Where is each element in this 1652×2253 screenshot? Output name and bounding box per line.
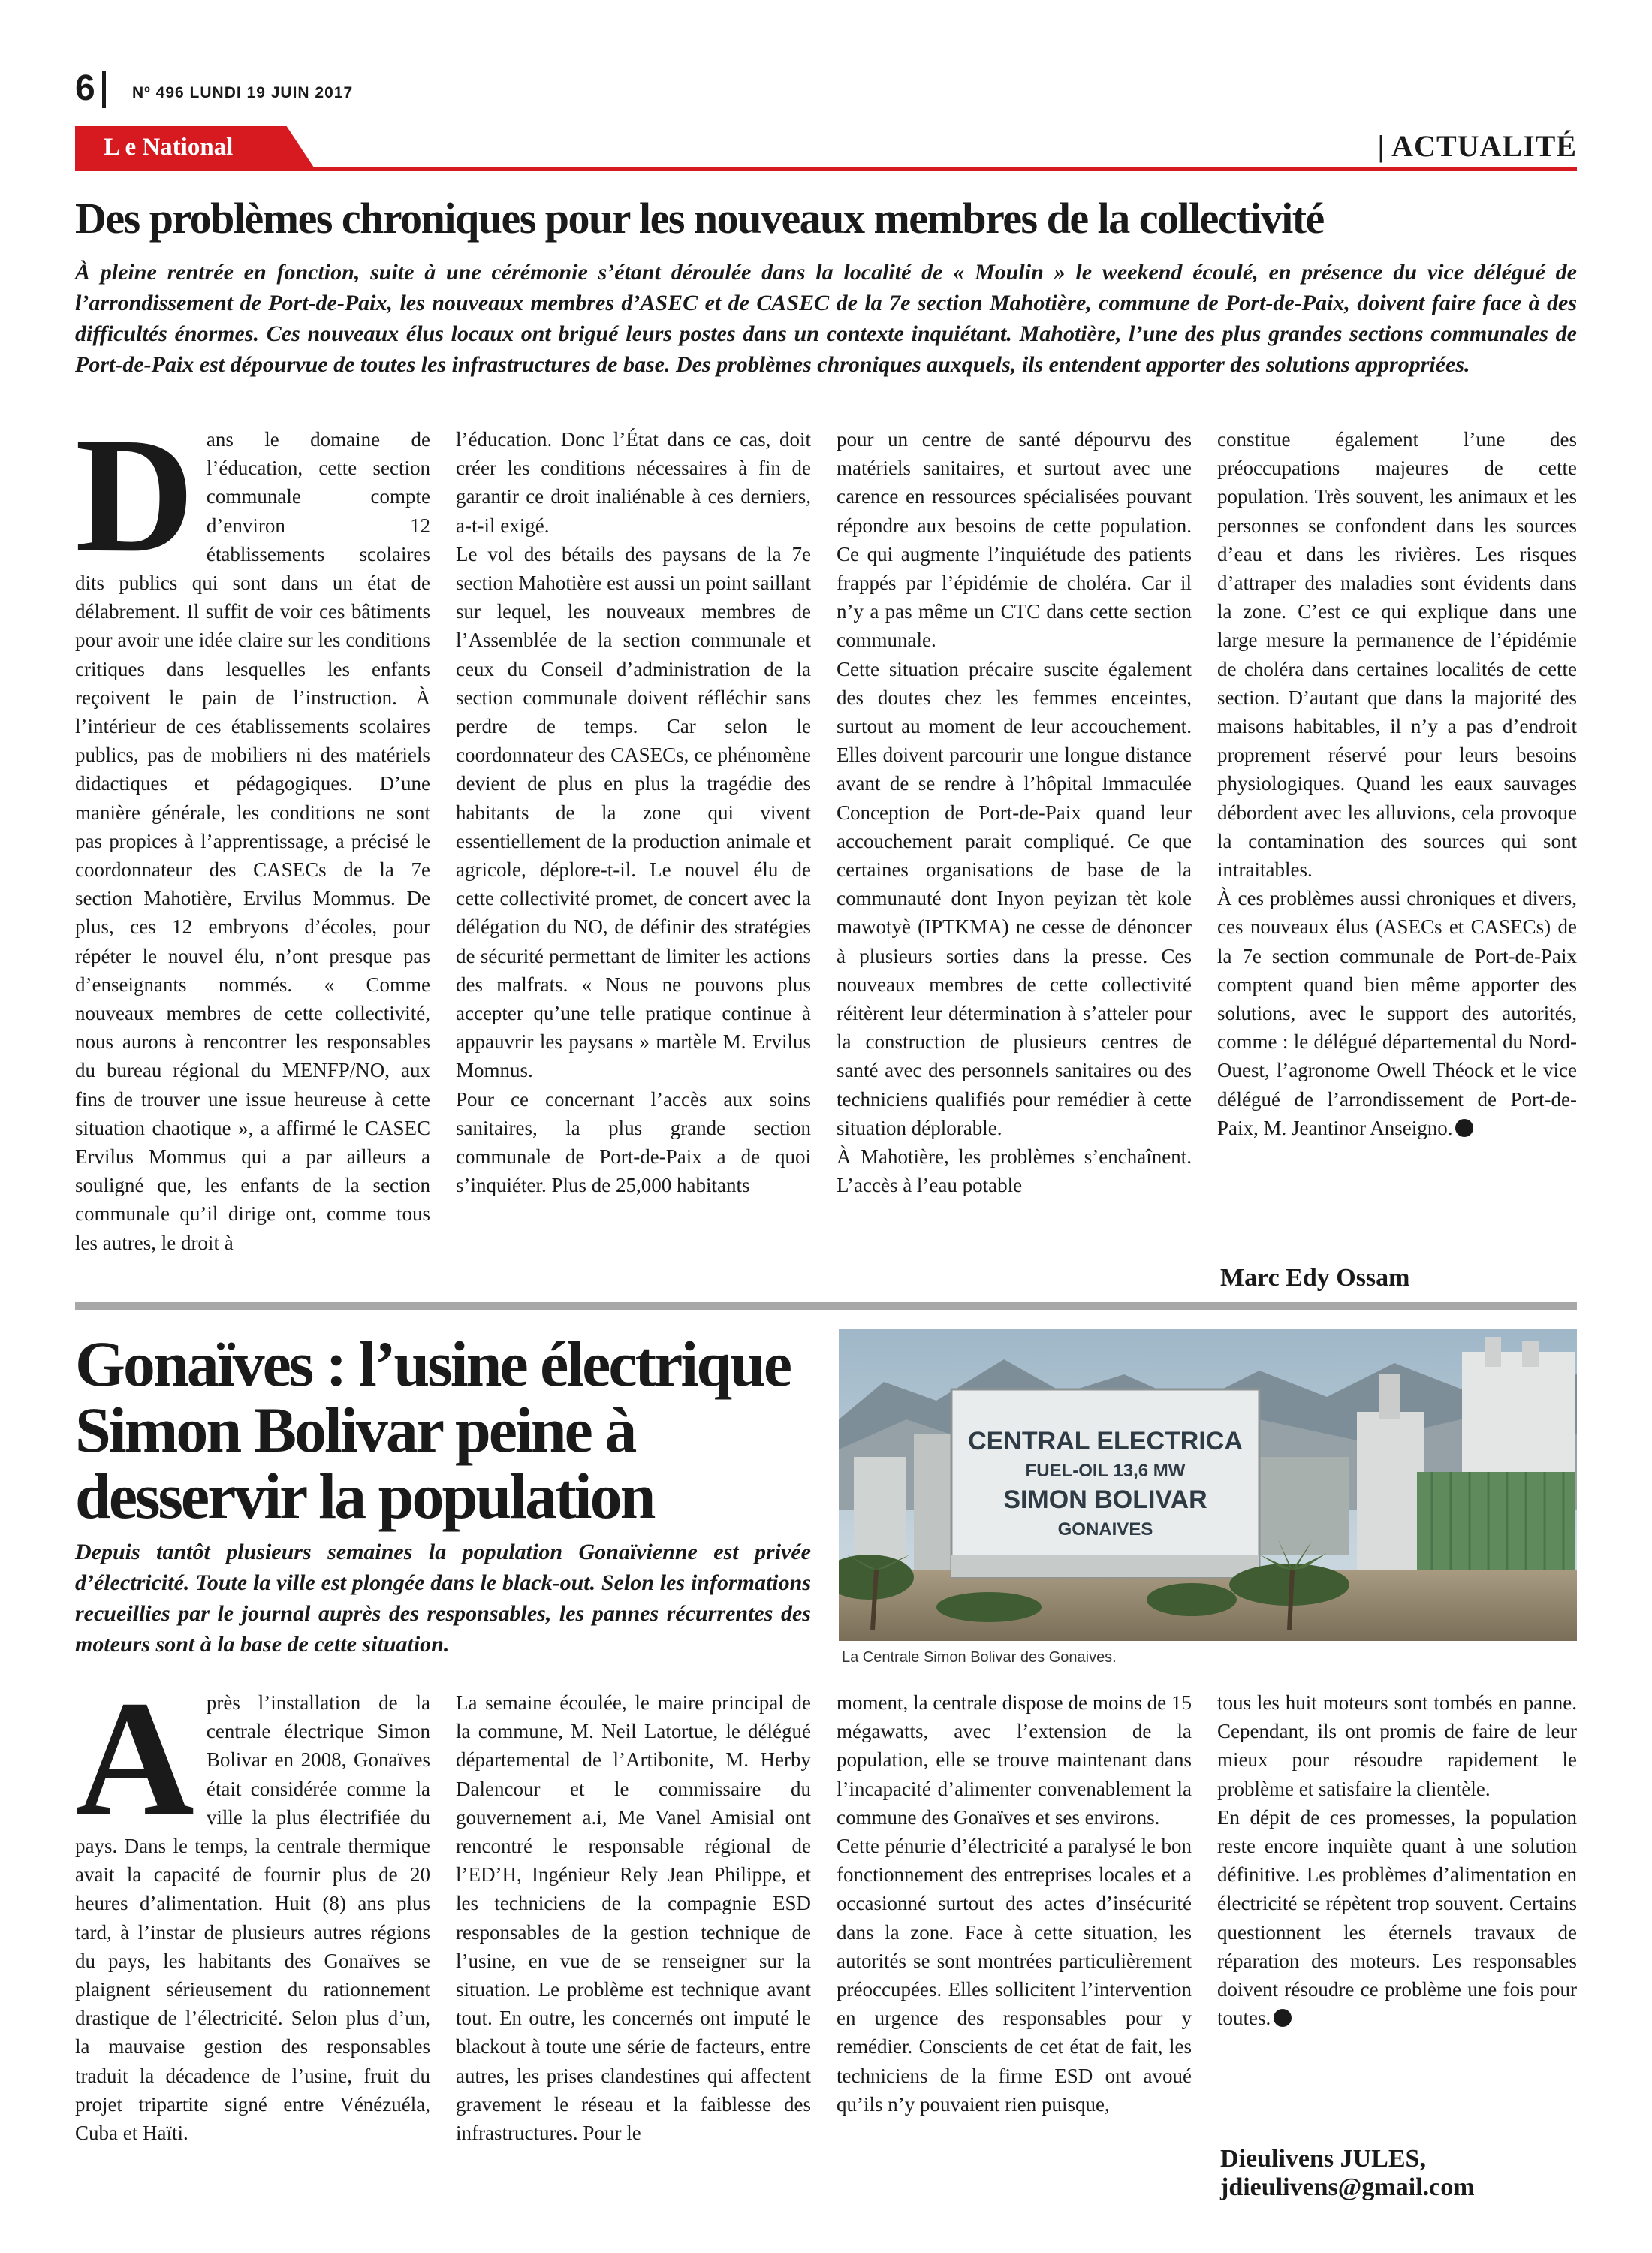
- article2-col3-paragraph: Cette pénurie d’électricité a paralysé le bon fonctionnement des entreprises locales et a occasionné surtout des actes d’insécurité dans la zone. Face à cette situation, les autorités se sont montrées particulièrement préoccupées. Elles sollicitent l’intervention en urgence des responsables pour y remédier. Conscients de cet état de fait, les techniciens de la firme ESD ont avoué qu’ils n’y pouvaient rien puisque,: [837, 1835, 1192, 2116]
- article2-byline: [1220, 2145, 1475, 2202]
- end-of-article-icon: [1274, 2009, 1292, 2027]
- article2-byline-name: Dieulivens JULES,: [1220, 2145, 1426, 2173]
- article2-byline-email: jdieulivens@gmail.com: [1220, 2173, 1475, 2201]
- issue-info: Nº 496 LUNDI 19 JUIN 2017: [132, 84, 354, 101]
- page-number: 6: [75, 68, 95, 108]
- article2-headline-line: Gonaïves : l’usine électrique: [75, 1328, 791, 1400]
- article1-column-3: [837, 425, 1192, 1199]
- article1-dropcap: D: [75, 403, 194, 587]
- article1-col3-paragraph: Cette situation précaire suscite également des doutes chez les femmes enceintes, surtout au moment de leur accouchement. Elles doivent parcourir une longue distance avant de se rendre à l’hôpital Immaculée Conception de Port-de-Paix quand leur accouchement parait compliqué. Ce que certaines organisations de base de la communauté dont Inyon peyizan tèt kole mawotyè (IPTKMA) ne cesse de dénoncer à plusieurs sorties dans la presse. Ces nouveaux membres de cette collectivité réitèrent leur détermination à s’atteler pour la construction de plusieurs centres de santé avec des personnels sanitaires ou des techniciens qualifiés pour remédier à cette situation déplorable.: [837, 657, 1192, 1139]
- article1-col4-paragraph: [1217, 884, 1577, 1142]
- sign-text-line: GONAIVES: [1057, 1519, 1153, 1540]
- article1-column-2: [456, 425, 811, 1199]
- article1-col2-paragraph: l’éducation. Donc l’État dans ce cas, doit créer les conditions nécessaires à fin de garantir ce droit inaliénable à ces derniers, a-t-il exigé.: [456, 428, 811, 537]
- article2-headline: [75, 1328, 826, 1532]
- article2-column-1: [75, 1666, 430, 2147]
- article2-col1-text: près l’installation de la centrale électrique Simon Bolivar en 2008, Gonaïves était considérée comme la ville la plus électrifiée du pays. Dans le temps, la centrale thermique avait la capacité de fournir plus de 20 heures d’alimentation. Huit (8) ans plus tard, à l’instar de plusieurs autres régions du pays, les habitants des Gonaïves se plaignent sérieusement du rationnement drastique de l’électricité. Selon plus d’un, la mauvaise gestion des responsables traduit la décadence de l’usine, fruit du projet tripartite signé entre Vénézuéla, Cuba et Haïti.: [75, 1691, 430, 2145]
- article-divider: [75, 1302, 1577, 1310]
- article2-col3-paragraph: moment, la centrale dispose de moins de 15 mégawatts, avec l’extension de la population, elle se trouve maintenant dans l’incapacité d’alimenter convenablement la commune des Gonaïves et ses environs.: [837, 1691, 1192, 1829]
- article2-col4-text: En dépit de ces promesses, la population reste encore inquiète quant à une solution définitive. Les problèmes d’alimentation en électricité se répètent trop souvent. Certains questionnent les éternels travaux de réparation des moteurs. Les responsables doivent résoudre ce problème une fois pour toutes.: [1217, 1805, 1577, 2030]
- photo-caption: La Centrale Simon Bolivar des Gonaives.: [842, 1649, 1117, 1666]
- article1-col3-paragraph: pour un centre de santé dépourvu des matériels sanitaires, et surtout avec une carence en ressources spécialisées pouvant répondre aux besoins de cette population. Ce qui augmente l’inquiétude des patients frappés par l’épidémie de choléra. Car il n’y a pas même un CTC dans cette section communale.: [837, 428, 1192, 652]
- article1-column-1: [75, 403, 430, 1257]
- article1-col2-paragraph: Le vol des bétails des paysans de la 7e section Mahotière est aussi un point saillant sur lequel, les nouveaux membres de l’Assemblée de la section communale et ceux du Conseil d’administration de la section communale doivent réfléchir sans perdre de temps. Car selon le coordonnateur des CASECs, ce phénomène devient de plus en plus la tragédie des habitants de la zone qui vivent essentiellement de la production animale et agricole, déplore-t-il. Le nouvel élu de cette collectivité promet, de concert avec la délégation du NO, de définir des stratégies de sécurité permettant de limiter les actions des malfrats. « Nous ne pouvons plus accepter qu’une telle pratique continue à appauvrir les paysans » martèle M. Ervilus Momnus.: [456, 542, 811, 1082]
- end-of-article-icon: [1455, 1119, 1473, 1137]
- article1-col4-text: À ces problèmes aussi chroniques et divers, ces nouveaux élus (ASECs et CASECs) de la 7e section communale de Port-de-Paix comptent quand bien même apporter des solutions, avec le support des autorités, comme : le délégué départemental du Nord-Ouest, l’agronome Owell Théock et le vice délégué de l’arrondissement de Port-de-Paix, M. Jeantinor Anseigno.: [1217, 887, 1577, 1139]
- article2-lede: Depuis tantôt plusieurs semaines la population Gonaïvienne est privée d’électricité. Toute la ville est plongée dans le black-out. Selon les informations recueillies par le journal auprès des responsables, les pannes récurrentes des moteurs sont à la base de cette situation.: [75, 1540, 811, 1657]
- header-rule: [75, 167, 1577, 171]
- article2-headline-line: desservir la population: [75, 1460, 654, 1532]
- article2-col4-paragraph: tous les huit moteurs sont tombés en panne. Cependant, ils ont promis de faire de leur mieux pour résoudre rapidement le problème et satisfaire la clientèle.: [1217, 1691, 1577, 1800]
- power-plant-photo: [839, 1329, 1577, 1641]
- article1-col1-text: ans le domaine de l’éducation, cette section communale compte d’environ 12 établissements scolaires dits publics qui sont dans un état de délabrement. Il suffit de voir ces bâtiments pour avoir une idée claire sur les conditions critiques dans lesquelles les enfants reçoivent le pain de l’instruction. À l’intérieur de ces établissements scolaires publics, pas de mobiliers ni des matériels didactiques et pédagogiques. D’une manière générale, les conditions ne sont pas propices à l’apprentissage, a précisé le coordonnateur des CASECs de la 7e section Mahotière, Ervilus Mommus. De plus, ces 12 embryons d’écoles, pour répéter le nouvel élu, n’ont presque pas d’enseignants nommés. « Comme nouveaux membres de cette collectivité, nous aurons à rencontrer les responsables du bureau régional du MENFP/NO, aux fins de trouver une issue heureuse à cette situation chaotique », a affirmé le CASEC Ervilus Mommus qui a par ailleurs a souligné que, les enfants de la section communale qu’il dirige ont, comme tous les autres, le droit à: [75, 428, 430, 1254]
- paper-name: L e National: [104, 134, 234, 161]
- article2-dropcap: A: [75, 1666, 194, 1850]
- article2-column-2: [456, 1688, 811, 2147]
- article1-col4-paragraph: constitue également l’une des préoccupations majeures de cette population. Très souvent, les animaux et les personnes se confondent dans les sources d’eau et dans les rivières. Les risques d’attraper des maladies sont évidents dans la zone. C’est ce qui explique dans une large mesure la permanence de l’épidémie de choléra dans certaines localités de cette section. D’autant que dans la majorité des maisons habitables, il n’y a pas d’endroit proprement réservé pour leurs besoins physiologiques. Quand les eaux sauvages débordent avec les alluvions, cela provoque la contamination des sources qui sont intraitables.: [1217, 428, 1577, 882]
- sign-text-line: CENTRAL ELECTRICA: [968, 1427, 1243, 1455]
- article1-headline: Des problèmes chroniques pour les nouveaux membres de la collectivité: [75, 194, 1324, 243]
- sign-text-line: FUEL-OIL 13,6 MW: [1025, 1461, 1186, 1481]
- article1-col3-paragraph: À Mahotière, les problèmes s’enchaînent. L’accès à l’eau potable: [837, 1145, 1192, 1197]
- article1-col2-paragraph: Pour ce concernant l’accès aux soins sanitaires, la plus grande section communale de Port-de-Paix a de quoi s’inquiéter. Plus de 25,000 habitants: [456, 1087, 811, 1197]
- section-label: | ACTUALITÉ: [1377, 129, 1577, 163]
- article1-column-4: [1217, 425, 1577, 1142]
- article1-byline: Marc Edy Ossam: [1220, 1264, 1410, 1292]
- page-number-divider: [102, 71, 106, 108]
- article2-col2-paragraph: La semaine écoulée, le maire principal de la commune, M. Neil Latortue, le délégué départemental de l’Artibonite, M. Herby Dalencour et le commissaire du gouvernement a.i, Me Vanel Amisial ont rencontré le responsable régional de l’ED’H, Ingénieur Rely Jean Philippe, et les techniciens de la compagnie ESD responsables de la gestion technique de l’usine, en vue de se renseigner sur la situation. Le problème est technique avant tout. En outre, les concernés ont imputé le blackout à toute une série de facteurs, entre autres, les prises clandestines qui affectent gravement le réseau et la faiblesse des infrastructures. Pour le: [456, 1691, 811, 2145]
- article2-column-4: [1217, 1688, 1577, 2032]
- article2-headline-line: Simon Bolivar peine à: [75, 1394, 635, 1466]
- article2-col4-paragraph: [1217, 1803, 1577, 2033]
- sign-text-line: SIMON BOLIVAR: [1003, 1485, 1207, 1514]
- article2-column-3: [837, 1688, 1192, 2119]
- article1-lede: À pleine rentrée en fonction, suite à une cérémonie s’étant déroulée dans la localité de « Moulin » le weekend écoulé, en présence du vice délégué de l’arrondissement de Port-de-Paix, les nouveaux membres d’ASEC et de CASEC de la 7e section Mahotière, commune de Port-de-Paix, doivent faire face à des difficultés énormes. Ces nouveaux élus locaux ont brigué leurs postes dans un contexte inquiétant. Mahotière, l’une des plus grandes sections communales de Port-de-Paix est dépourvue de toutes les infrastructures de base. Des problèmes chroniques auxquels, ils entendent apporter des solutions appropriées.: [75, 260, 1577, 377]
